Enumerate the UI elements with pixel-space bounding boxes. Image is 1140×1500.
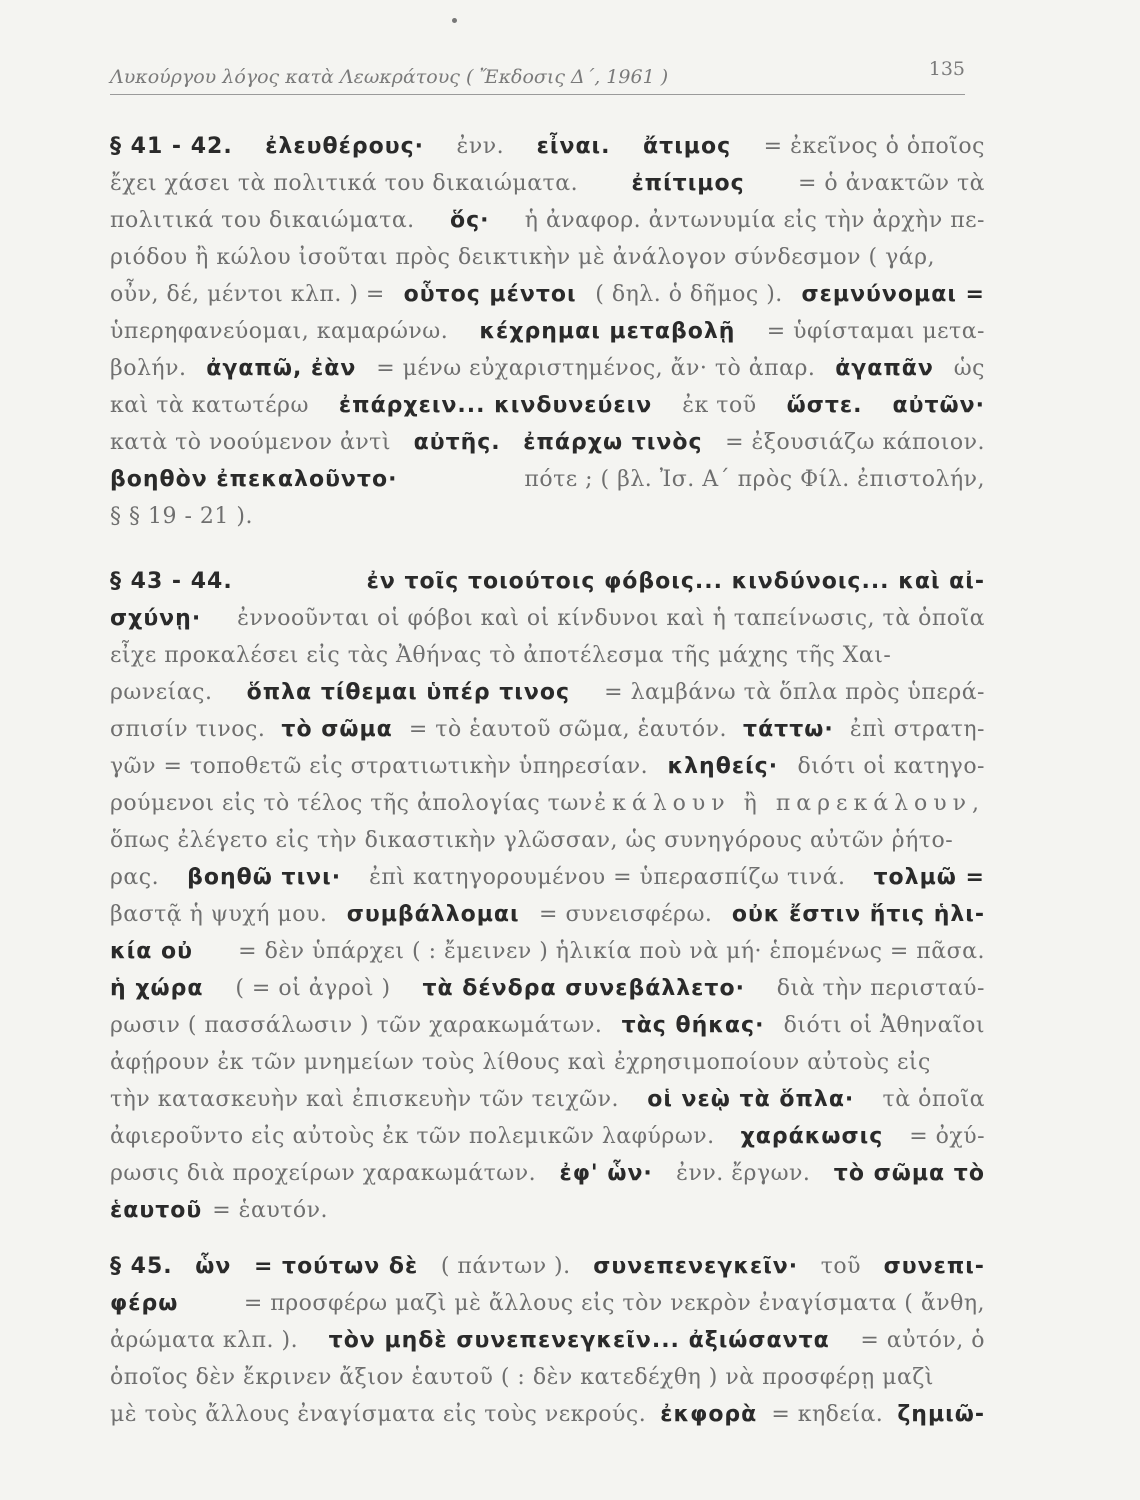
gloss: ἀρώματα κλπ. ). (110, 1328, 299, 1353)
lemma: ἡ χώρα (110, 976, 204, 1001)
text-line (110, 1285, 985, 1322)
gloss: κατὰ τὸ νοούμενον ἀντὶ (110, 430, 391, 455)
gloss: ὑπερηφανεύομαι, καμαρώνω. (110, 319, 449, 344)
lemma: ἐλευθέρους· (265, 134, 424, 159)
gloss: ὁποῖος δὲν ἔκρινεν ἄξιον ἑαυτοῦ ( : δὲν κατεδέχθη ) νὰ προσφέρῃ μαζὶ (110, 1365, 934, 1390)
lemma: ἐν τοῖς τοιούτοις φόβοις... κινδύνοις... καὶ αἰ- (366, 569, 985, 594)
text-line (110, 387, 985, 424)
text-line (110, 933, 985, 970)
gloss: ἐπὶ στρατη- (849, 717, 985, 742)
lemma: ἐκφορὰ (660, 1402, 758, 1427)
gloss: διότι οἱ Ἀθηναῖοι (783, 1013, 985, 1038)
gloss: = κηδεία. (771, 1402, 884, 1427)
lemma: συνεπενεγκεῖν· (593, 1254, 799, 1279)
text-line (110, 498, 985, 535)
lemma: εἶναι. (536, 134, 611, 159)
gloss: ἐννοοῦνται οἱ φόβοι καὶ οἱ κίνδυνοι καὶ ἡ ταπείνωσις, τὰ ὁποῖα (237, 606, 985, 631)
gloss: μὲ τοὺς ἄλλους ἐναγίσματα εἰς τοὺς νεκρούς. (110, 1402, 647, 1427)
gloss: = ἐκεῖνος ὁ ὁποῖος (763, 134, 985, 159)
commentary-section-41-42 (110, 128, 985, 535)
text-line (110, 350, 985, 387)
gloss: = αὐτόν, ὁ (860, 1328, 985, 1353)
lemma: κληθείς· (667, 754, 779, 779)
text-line (110, 424, 985, 461)
lemma: φέρω (110, 1291, 179, 1316)
section-marker: § 45. (110, 1254, 173, 1279)
lemma: τάττω· (743, 717, 834, 742)
gloss: οὖν, δέ, μέντοι κλπ. ) = (110, 282, 385, 307)
text-line (110, 276, 985, 313)
gloss: ἐνν. ἔργων. (676, 1161, 811, 1186)
text-line (110, 785, 985, 822)
text-line (110, 1118, 985, 1155)
gloss: πότε ; ( βλ. Ἰσ. Α΄ πρὸς Φίλ. ἐπιστολήν, (524, 467, 985, 492)
lemma: αὐτῆς. (413, 430, 501, 455)
lemma: τὸ σῶμα τὸ (833, 1161, 985, 1186)
lemma: ἐπάρχω τινὸς (523, 430, 703, 455)
gloss: καὶ τὰ κατωτέρω (110, 393, 309, 418)
lemma: βοηθῶ τινι· (187, 865, 342, 890)
text-line (110, 1081, 985, 1118)
gloss: διὰ τὴν περισταύ- (776, 976, 985, 1001)
gloss: § § 19 - 21 ). (110, 504, 253, 529)
gloss: = προσφέρω μαζὶ μὲ ἄλλους εἰς τὸν νεκρὸν ἐναγίσματα ( ἄνθη, (243, 1291, 985, 1316)
gloss: ἐκ τοῦ (682, 393, 757, 418)
gloss: γῶν = τοποθετῶ εἰς στρατιωτικὴν ὑπηρεσίαν. (110, 754, 649, 779)
gloss: ρωνείας. (110, 680, 213, 705)
gloss: = ἐξουσιάζω κάποιον. (725, 430, 985, 455)
text-line (110, 461, 985, 498)
gloss: ὡς (953, 356, 985, 381)
gloss: = λαμβάνω τὰ ὅπλα πρὸς ὑπερά- (604, 680, 985, 705)
ink-speck (452, 18, 457, 23)
text-line (110, 822, 985, 859)
gloss: ἡ ἀναφορ. ἀντωνυμία εἰς τὴν ἀρχὴν πε- (524, 208, 985, 233)
text-line (110, 600, 985, 637)
gloss: ( = οἱ ἀγροὶ ) (235, 976, 391, 1001)
text-line (110, 313, 985, 350)
lemma: ζημιῶ- (897, 1402, 985, 1427)
commentary-section-45 (110, 1248, 985, 1433)
text-line (110, 1359, 985, 1396)
lemma: ὅς· (449, 208, 490, 233)
gloss: ρωσιν ( πασσάλωσιν ) τῶν χαρακωμάτων. (110, 1013, 603, 1038)
lemma: κία οὐ (110, 939, 193, 964)
gloss: = ὁ ἀνακτῶν τὰ (797, 171, 985, 196)
lemma: κέχρημαι μεταβολῇ (479, 319, 736, 344)
lemma: οἱ νεῲ τὰ ὅπλα· (647, 1087, 855, 1112)
commentary-section-43-44 (110, 563, 985, 1229)
gloss: πολιτικά του δικαιώματα. (110, 208, 415, 233)
gloss: τὴν κατασκευὴν καὶ ἐπισκευὴν τῶν τειχῶν. (110, 1087, 619, 1112)
gloss: = δὲν ὑπάρχει ( : ἔμεινεν ) ἡλικία ποὺ νὰ μή· ἑπομένως = πᾶσα. (238, 939, 985, 964)
gloss: διότι οἱ κατηγο- (797, 754, 985, 779)
gloss: ἀφιεροῦντο εἰς αὐτοὺς ἐκ τῶν πολεμικῶν λαφύρων. (110, 1124, 715, 1149)
lemma: τὸν μηδὲ συνεπενεγκεῖν... ἀξιώσαντα (328, 1328, 830, 1353)
text-line (110, 1007, 985, 1044)
gloss: ρωσις διὰ προχείρων χαρακωμάτων. (110, 1161, 537, 1186)
lemma: οὐκ ἔστιν ἥτις ἡλι- (731, 902, 985, 927)
lemma: ἐφ' ὧν· (559, 1161, 653, 1186)
lemma: σχύνῃ· (110, 606, 202, 631)
running-header (110, 60, 965, 95)
text-line (110, 563, 985, 600)
gloss: βολήν. (110, 356, 187, 381)
gloss: τοῦ (820, 1254, 862, 1279)
header-title: Λυκούργου λόγος κατὰ Λεωκράτους ( Ἔκδοσις Δ΄, 1961 ) (110, 66, 669, 88)
lemma: συμβάλλομαι (346, 902, 520, 927)
lemma: σεμνύνομαι = (801, 282, 985, 307)
text-line (110, 239, 985, 276)
text-line (110, 202, 985, 239)
section-marker: § 41 - 42. (110, 134, 233, 159)
section-marker: § 43 - 44. (110, 569, 233, 594)
gloss: ( δηλ. ὁ δῆμος ). (595, 282, 783, 307)
lemma: τὰς θήκας· (621, 1013, 765, 1038)
lemma: αὐτῶν· (892, 393, 985, 418)
gloss: ( πάντων ). (440, 1254, 571, 1279)
text-line (110, 970, 985, 1007)
gloss: ἐνν. (456, 134, 505, 159)
gloss: ρούμενοι εἰς τὸ τέλος τῆς ἀπολογίας των (110, 791, 593, 816)
gloss: = συνεισφέρω. (539, 902, 713, 927)
text-line (110, 637, 985, 674)
lemma: ἀγαπᾶν (835, 356, 934, 381)
gloss: ρας. (110, 865, 160, 890)
lemma: συνεπι- (883, 1254, 985, 1279)
gloss: ἀφῄρουν ἐκ τῶν μνημείων τοὺς λίθους καὶ ἐχρησιμοποίουν αὐτοὺς εἰς (110, 1050, 931, 1075)
gloss: ριόδου ἢ κώλου ἰσοῦται πρὸς δεικτικὴν μὲ ἀνάλογον σύνδεσμον ( γάρ, (110, 245, 936, 270)
text-line (110, 165, 985, 202)
text-line (110, 1155, 985, 1192)
gloss: σπισίν τινος. (110, 717, 266, 742)
gloss: = μένω εὐχαριστημένος, ἄν· τὸ ἀπαρ. (376, 356, 816, 381)
gloss: ἔχει χάσει τὰ πολιτικά του δικαιώματα. (110, 171, 579, 196)
lemma: = τούτων δὲ (253, 1254, 419, 1279)
lemma: ὅπλα τίθεμαι ὑπέρ τινος (246, 680, 570, 705)
gloss: ἐπὶ κατηγορουμένου = ὑπερασπίζω τινά. (369, 865, 846, 890)
text-line (110, 1248, 985, 1285)
gloss: βαστᾷ ἡ ψυχή μου. (110, 902, 328, 927)
gloss: = τὸ ἑαυτοῦ σῶμα, ἑαυτόν. (408, 717, 727, 742)
lemma: ἐπάρχειν... κινδυνεύειν (338, 393, 653, 418)
gloss: = ὑφίσταμαι μετα- (766, 319, 985, 344)
lemma: οὗτος μέντοι (403, 282, 577, 307)
lemma: ὥστε. (786, 393, 863, 418)
text-line (110, 128, 985, 165)
gloss: ὅπως ἐλέγετο εἰς τὴν δικαστικὴν γλῶσσαν, ὡς συνηγόρους αὐτῶν ῥήτο- (110, 828, 954, 853)
page-number: 135 (928, 58, 965, 80)
spaced-gloss: ἐκάλουν ἢ παρεκάλουν, (594, 791, 985, 816)
text-line (110, 1396, 985, 1433)
lemma: ἀγαπῶ, ἐὰν (206, 356, 357, 381)
text-line (110, 859, 985, 896)
lemma: ἄτιμος (643, 134, 732, 159)
gloss: = ὀχύ- (909, 1124, 985, 1149)
text-line (110, 711, 985, 748)
text-line (110, 1322, 985, 1359)
text-line (110, 674, 985, 711)
text-line (110, 896, 985, 933)
text-line (110, 1044, 985, 1081)
gloss: εἶχε προκαλέσει εἰς τὰς Ἀθήνας τὸ ἀποτέλεσμα τῆς μάχης τῆς Χαι- (110, 643, 892, 668)
lemma: τὸ σῶμα (281, 717, 393, 742)
lemma: τὰ δένδρα συνεβάλλετο· (422, 976, 745, 1001)
lemma: τολμῶ = (873, 865, 985, 890)
lemma: βοηθὸν ἐπεκαλοῦντο· (110, 467, 398, 492)
lemma: χαράκωσις (740, 1124, 884, 1149)
lemma: ἐπίτιμος (631, 171, 745, 196)
gloss: = ἑαυτόν. (212, 1198, 328, 1223)
lemma: ἑαυτοῦ (110, 1198, 203, 1223)
gloss: τὰ ὁποῖα (882, 1087, 985, 1112)
text-line (110, 748, 985, 785)
lemma: ὧν (195, 1254, 232, 1279)
text-line (110, 1192, 985, 1229)
